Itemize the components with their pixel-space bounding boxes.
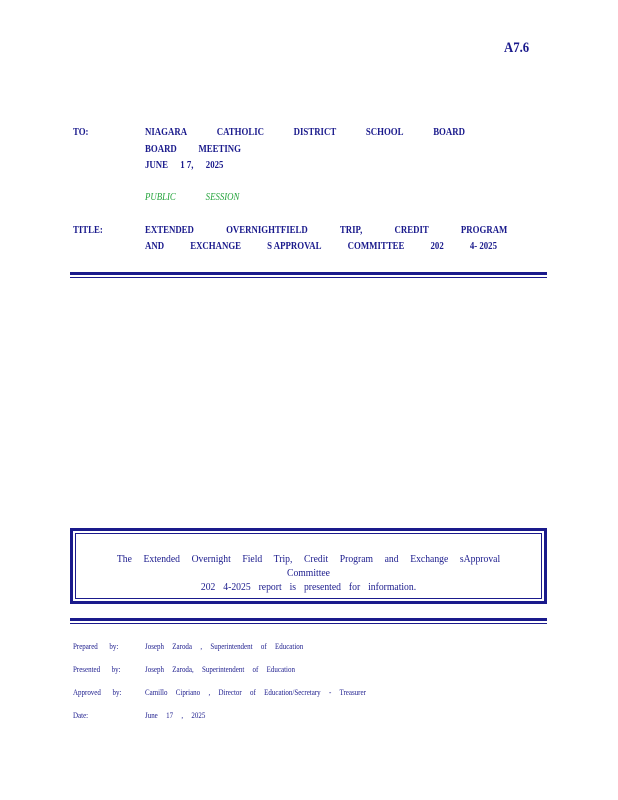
prepared-by-label: Prepared by: bbox=[73, 641, 119, 651]
approved-by-value: Camillo Cipriano , Director of Education/Secretary - Treasurer bbox=[145, 687, 366, 697]
meeting-date bbox=[145, 159, 223, 171]
summary-line1: The Extended Overnight Field Trip, Credit Program and Exchange sApproval Committee bbox=[116, 554, 501, 579]
to-word: MEETING bbox=[198, 143, 241, 155]
to-word: SCHOOL bbox=[365, 126, 404, 138]
prepared-by-value: Joseph Zaroda , Superintendent of Education bbox=[145, 641, 304, 651]
header-divider bbox=[70, 272, 547, 278]
title-word: S APPROVAL bbox=[267, 240, 322, 252]
title-word: 202 bbox=[430, 240, 444, 252]
title-line1 bbox=[145, 224, 507, 236]
session-type bbox=[145, 191, 239, 203]
title-word: EXCHANGE bbox=[190, 240, 242, 252]
title-word: OVERNIGHTFIELD bbox=[226, 224, 308, 236]
title-word: PROGRAM bbox=[460, 224, 508, 236]
title-word: 4- 2025 bbox=[469, 240, 497, 252]
to-word: BOARD bbox=[145, 143, 177, 155]
to-label: TO: bbox=[73, 126, 89, 138]
approved-by-label: Approved by: bbox=[73, 687, 122, 697]
date-part: 1 7, bbox=[180, 159, 194, 171]
date-value: June 17 , 2025 bbox=[145, 710, 206, 720]
summary-line2: 202 4-2025 report is presented for information. bbox=[200, 582, 417, 593]
summary-box bbox=[70, 528, 547, 604]
presented-by-label: Presented by: bbox=[73, 664, 121, 674]
title-word: COMMITTEE bbox=[347, 240, 405, 252]
to-word: CATHOLIC bbox=[216, 126, 264, 138]
agenda-item-code: A7.6 bbox=[504, 40, 530, 56]
summary-box-inner bbox=[75, 533, 542, 599]
title-word: EXTENDED bbox=[145, 224, 194, 236]
session-word: PUBLIC bbox=[145, 191, 176, 203]
to-word: BOARD bbox=[433, 126, 465, 138]
to-word: NIAGARA bbox=[145, 126, 188, 138]
date-part: 2025 bbox=[205, 159, 224, 171]
title-word: AND bbox=[145, 240, 165, 252]
footer-divider bbox=[70, 618, 547, 624]
session-word: SESSION bbox=[205, 191, 240, 203]
to-recipient-line2 bbox=[145, 143, 241, 155]
title-label: TITLE: bbox=[73, 224, 103, 236]
title-word: TRIP, bbox=[339, 224, 363, 236]
to-recipient-line1 bbox=[145, 126, 465, 138]
title-line2 bbox=[145, 240, 497, 252]
date-label: Date: bbox=[73, 710, 89, 720]
presented-by-value: Joseph Zaroda, Superintendent of Education bbox=[145, 664, 295, 674]
title-word: CREDIT bbox=[394, 224, 429, 236]
date-part: JUNE bbox=[145, 159, 168, 171]
to-word: DISTRICT bbox=[293, 126, 337, 138]
